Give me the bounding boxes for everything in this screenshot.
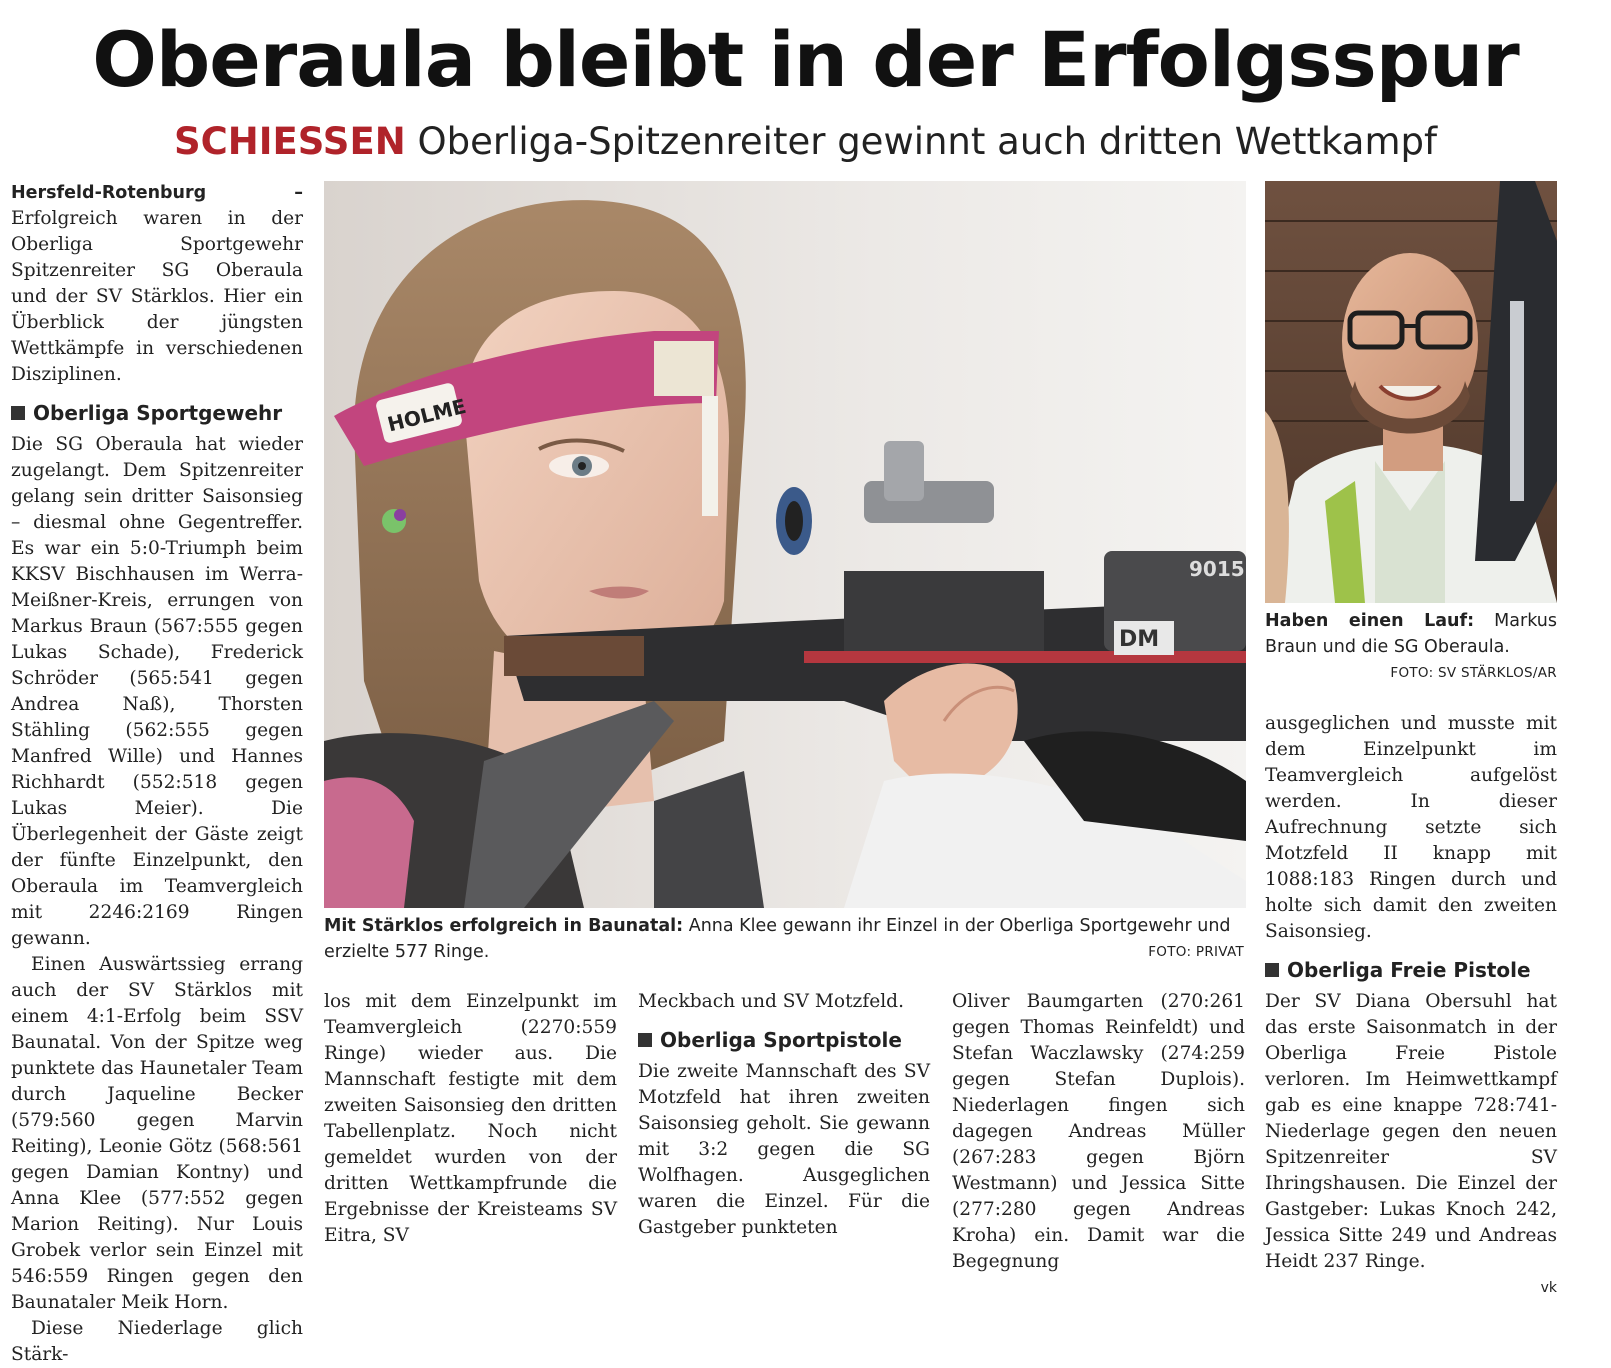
- rubric-label: SCHIESSEN: [174, 120, 406, 163]
- square-bullet-icon: [638, 1033, 652, 1047]
- rifle-sticker-text: DM: [1119, 627, 1160, 652]
- shooter-photo-illustration: [324, 181, 1246, 908]
- side-photo-credit: FOTO: SV STÄRKLOS/AR: [1390, 665, 1557, 681]
- portrait-photo-illustration: [1265, 181, 1557, 603]
- column-1: [11, 180, 303, 1368]
- column-5: [1265, 711, 1557, 1301]
- rifle-number-text: 9015: [1189, 557, 1245, 581]
- headband-brand-text: HOLME: [385, 393, 469, 437]
- author-initials: vk: [1540, 1280, 1557, 1296]
- paragraph: ausgeglichen und musste mit dem Einzelpunkt im Teamvergleich aufgelöst werden. In dieser Aufrechnung setzte sich Motzfeld II knapp mit 1088:183 Ringen durch und holte sich damit den zweiten Saisonsieg.: [1265, 713, 1557, 942]
- paragraph: Einen Auswärtssieg errang auch der SV Stärklos mit einem 4:1-Erfolg beim SSV Baunatal. Von der Spitze weg punktete das Haunetaler Team durch Jaqueline Becker (579:560 gegen Marvin Reiting), Leonie Götz (568:561 gegen Damian Kontny) und Anna Klee (577:552 gegen Marion Reiting). Nur Louis Grobek verlor sein Einzel mit 546:559 Ringen gegen den Baunataler Meik Horn.: [11, 954, 303, 1313]
- column-3: [638, 989, 930, 1241]
- caption-bold: Haben einen Lauf:: [1265, 611, 1475, 631]
- section-heading-sportgewehr: Oberliga Sportgewehr: [11, 400, 303, 426]
- article-subheadline: [0, 118, 1611, 166]
- caption-text: Anna Klee gewann ihr Einzel in der Oberliga Sportgewehr und erzielte 577 Ringe.: [324, 916, 1231, 962]
- paragraph: Die SG Oberaula hat wieder zugelangt. Dem Spitzenreiter gelang sein dritter Saisonsieg – diesmal ohne Gegentreffer. Es war ein 5:0-Triumph beim KKSV Bischhausen im Werra-Meißner-Kreis, errungen von Markus Braun (567:555 gegen Lukas Schade), Frederick Schröder (565:541 gegen Andrea Naß), Thorsten Stähling (562:555 gegen Manfred Wille) und Hannes Richhardt (552:518 gegen Lukas Meier). Die Überlegenheit der Gäste zeigt der fünfte Einzelpunkt, den Oberaula im Teamvergleich mit 2246:2169 Ringen gewann.: [11, 434, 303, 949]
- square-bullet-icon: [11, 406, 25, 420]
- caption-text: Markus Braun und die SG Oberaula.: [1265, 611, 1557, 657]
- side-photo-caption: [1265, 608, 1557, 660]
- main-photo: [324, 181, 1246, 908]
- side-photo: [1265, 181, 1557, 603]
- column-2: [324, 989, 617, 1249]
- section-heading-freie-pistole: Oberliga Freie Pistole: [1265, 957, 1557, 983]
- article-headline: Oberaula bleibt in der Erfolgsspur: [92, 15, 1519, 104]
- column-4: [952, 989, 1245, 1275]
- paragraph: los mit dem Einzelpunkt im Teamvergleich (2270:559 Ringe) wieder aus. Die Mannschaft festigte mit dem zweiten Saisonsieg den dritten Tabellenplatz. Noch nicht gemeldet wurden von der dritten Wettkampfrunde die Ergebnisse der Kreisteams SV Eitra, SV: [324, 991, 617, 1246]
- paragraph: Der SV Diana Obersuhl hat das erste Saisonmatch in der Oberliga Freie Pistole verloren. Im Heimwettkampf gab es eine knappe 728:741-Niederlage gegen den neuen Spitzenreiter SV Ihringshausen. Die Einzel der Gastgeber: Lukas Knoch 242, Jessica Sitte 249 und Andreas Heidt 237 Ringe.: [1265, 991, 1557, 1272]
- paragraph: Meckbach und SV Motzfeld.: [638, 991, 904, 1012]
- square-bullet-icon: [1265, 963, 1279, 977]
- paragraph: Die zweite Mannschaft des SV Motzfeld hat ihren zweiten Saisonsieg geholt. Sie gewann mit 3:2 gegen die SG Wolfhagen. Ausgeglichen waren die Einzel. Für die Gastgeber punkteten: [638, 1061, 930, 1238]
- subheadline-text: Oberliga-Spitzenreiter gewinnt auch dritten Wettkampf: [417, 120, 1437, 163]
- main-photo-credit: FOTO: PRIVAT: [1148, 944, 1244, 960]
- caption-bold: Mit Stärklos erfolgreich in Baunatal:: [324, 916, 684, 936]
- section-heading-sportpistole: Oberliga Sportpistole: [638, 1027, 930, 1053]
- lead-text: Erfolgreich waren in der Oberliga Sportgewehr Spitzenreiter SG Oberaula und der SV Stärklos. Hier ein Überblick der jüngsten Wettkämpfe in verschiedenen Disziplinen.: [11, 208, 303, 385]
- paragraph: Diese Niederlage glich Stärk-: [11, 1318, 303, 1365]
- paragraph: Oliver Baumgarten (270:261 gegen Thomas Reinfeldt) und Stefan Waczlawsky (274:259 gegen Stefan Duplois). Niederlagen fingen sich dagegen Andreas Müller (267:283 gegen Björn Westmann) und Jessica Sitte (277:280 gegen Andreas Kroha) ein. Damit war die Begegnung: [952, 991, 1245, 1272]
- lead-paragraph: [11, 180, 303, 388]
- lead-location: Hersfeld-Rotenburg –: [11, 183, 303, 203]
